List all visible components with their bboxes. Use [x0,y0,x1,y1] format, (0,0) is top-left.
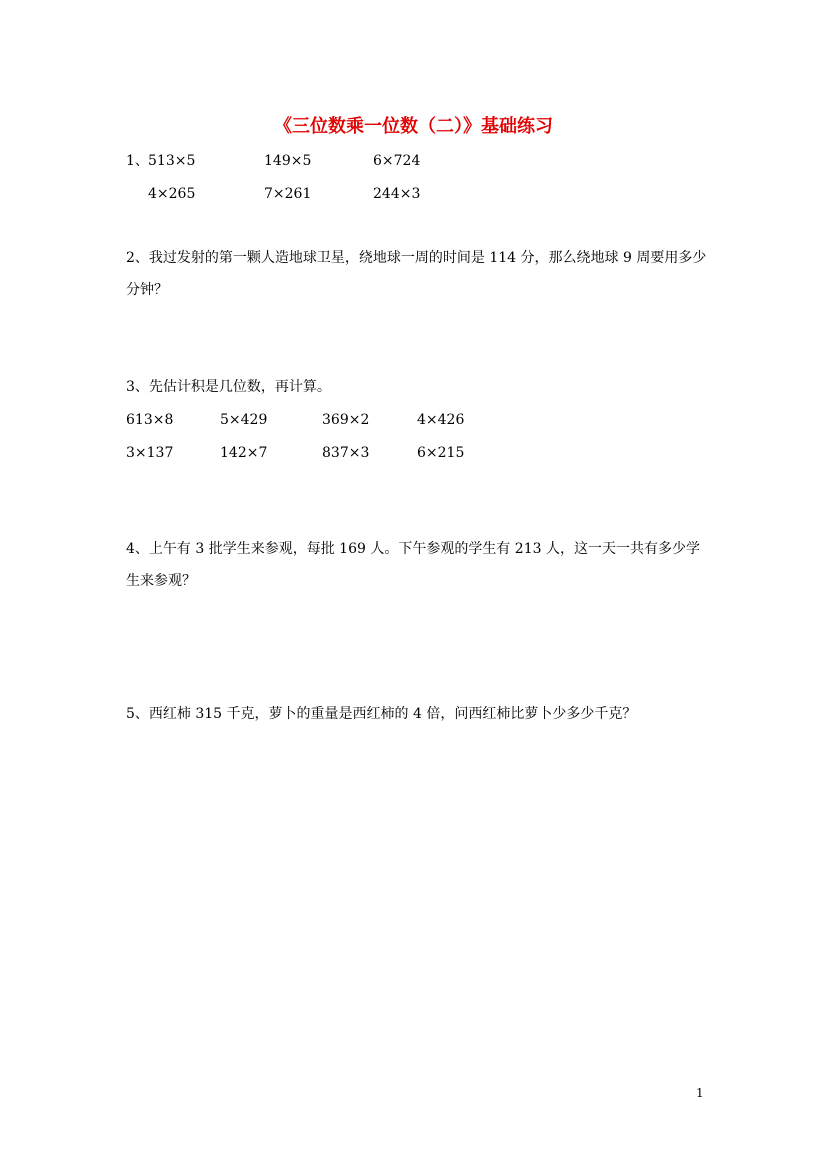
q5-text: 5、西红柿 315 千克，萝卜的重量是西红柿的 4 倍，问西红柿比萝卜少多少千克？ [126,706,637,722]
q2-text: 2、我过发射的第一颗人造地球卫星，绕地球一周的时间是 114 分，那么绕地球 9 周要用多少分钟？ [126,250,707,298]
q1-expr-2: 149×5 [264,153,312,169]
worksheet-title: 《三位数乘一位数（二）》基础练习 [274,116,553,137]
q1-expr-4: 4×265 [148,186,196,202]
q3-expr-2: 5×429 [220,412,268,428]
q3-expr-7: 837×3 [322,445,370,461]
q3-expr-5: 3×137 [126,445,174,461]
q3-expr-3: 369×2 [322,412,370,428]
q3-expr-4: 4×426 [417,412,465,428]
q3-expr-8: 6×215 [417,445,465,461]
q1-expr-5: 7×261 [264,186,312,202]
q1-expr-3: 6×724 [373,153,421,169]
page-number: 1 [696,1086,704,1100]
q1-expr-6: 244×3 [373,186,421,202]
q3-expr-6: 142×7 [220,445,268,461]
q4-text: 4、上午有 3 批学生来参观，每批 169 人。下午参观的学生有 213 人，这一天一共有多少学生来参观？ [126,541,700,589]
q3-text: 3、先估计积是几位数，再计算。 [126,379,331,395]
q3-expr-1: 613×8 [126,412,174,428]
q1-number: 1、 [126,153,149,169]
q1-expr-1: 513×5 [148,153,196,169]
